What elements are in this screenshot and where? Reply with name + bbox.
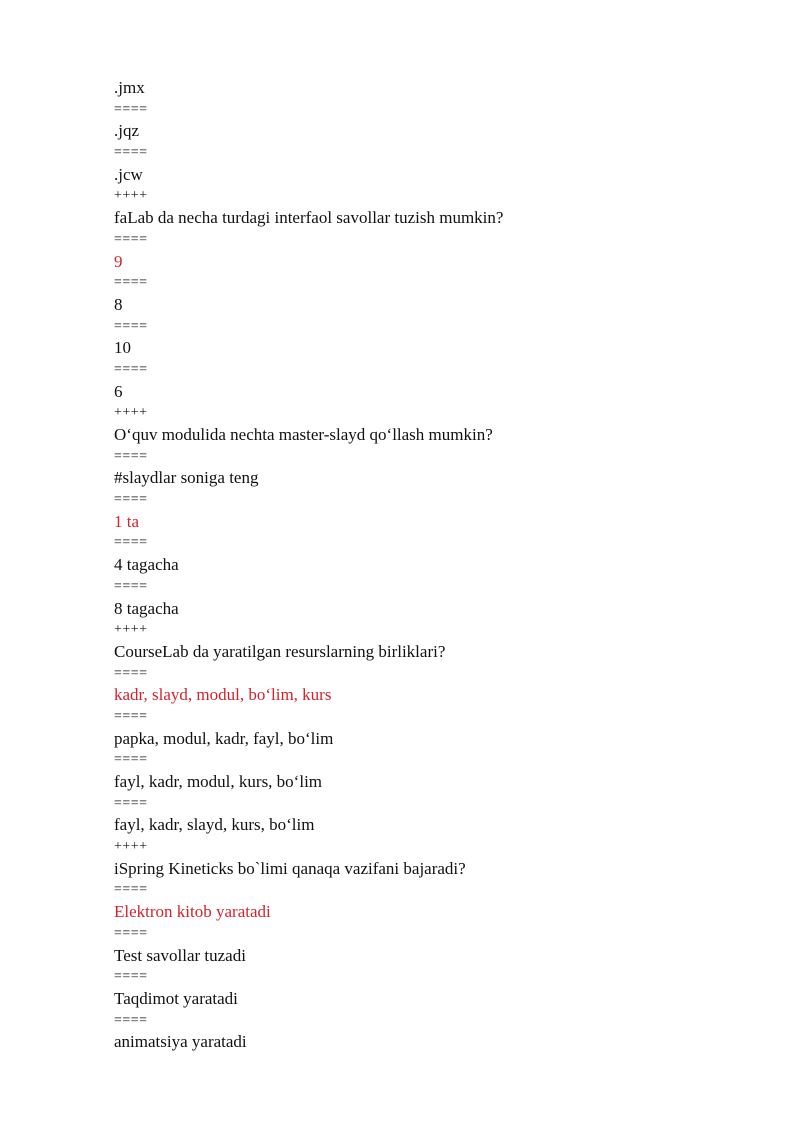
option-separator: ====: [114, 231, 148, 247]
option-separator: ====: [114, 361, 148, 377]
answer-option: 8 tagacha: [114, 598, 179, 618]
option-separator: ====: [114, 925, 148, 941]
option-separator: ====: [114, 275, 148, 291]
correct-answer-option: 9: [114, 251, 123, 271]
correct-answer-option: Elektron kitob yaratadi: [114, 902, 271, 922]
answer-option: 6: [114, 381, 123, 401]
answer-option: papka, modul, kadr, fayl, bo‘lim: [114, 728, 334, 748]
answer-option: .jqz: [114, 121, 140, 141]
question-separator: ++++: [114, 188, 148, 204]
correct-answer-option: kadr, slayd, modul, bo‘lim, kurs: [114, 685, 332, 705]
question-text: iSpring Kineticks bo`limi qanaqa vazifani bajaradi?: [114, 858, 466, 878]
answer-option: Taqdimot yaratadi: [114, 988, 238, 1008]
option-separator: ====: [114, 882, 148, 898]
answer-option: fayl, kadr, modul, kurs, bo‘lim: [114, 772, 323, 791]
option-separator: ====: [114, 752, 148, 768]
answer-option: 10: [114, 338, 131, 358]
answer-option: 8: [114, 294, 123, 314]
option-separator: ====: [114, 795, 148, 811]
option-separator: ====: [114, 578, 148, 594]
answer-option: Test savollar tuzadi: [114, 945, 246, 965]
question-separator: ++++: [114, 622, 148, 638]
answer-option: #slaydlar soniga teng: [114, 468, 259, 488]
question-separator: ++++: [114, 839, 148, 855]
document-content: [114, 77, 754, 1053]
option-separator: ====: [114, 145, 148, 161]
option-separator: ====: [114, 318, 148, 334]
answer-option: 4 tagacha: [114, 555, 179, 575]
answer-option: fayl, kadr, slayd, kurs, bo‘lim: [114, 815, 315, 835]
question-separator: ++++: [114, 405, 148, 421]
correct-answer-option: 1 ta: [114, 511, 140, 531]
question-text: faLab da necha turdagi interfaol savollar tuzish mumkin?: [114, 208, 504, 228]
option-separator: ====: [114, 708, 148, 724]
option-separator: ====: [114, 969, 148, 985]
question-text: CourseLab da yaratilgan resurslarning birliklari?: [114, 641, 446, 661]
option-separator: ====: [114, 535, 148, 551]
option-separator: ====: [114, 448, 148, 464]
option-separator: ====: [114, 665, 148, 681]
option-separator: ====: [114, 492, 148, 508]
option-separator: ====: [114, 101, 148, 117]
question-text: O‘quv modulida nechta master-slayd qo‘llash mumkin?: [114, 425, 493, 444]
answer-option: .jcw: [114, 164, 143, 184]
answer-option: animatsiya yaratadi: [114, 1032, 247, 1052]
answer-option: .jmx: [114, 78, 145, 97]
option-separator: ====: [114, 1012, 148, 1028]
